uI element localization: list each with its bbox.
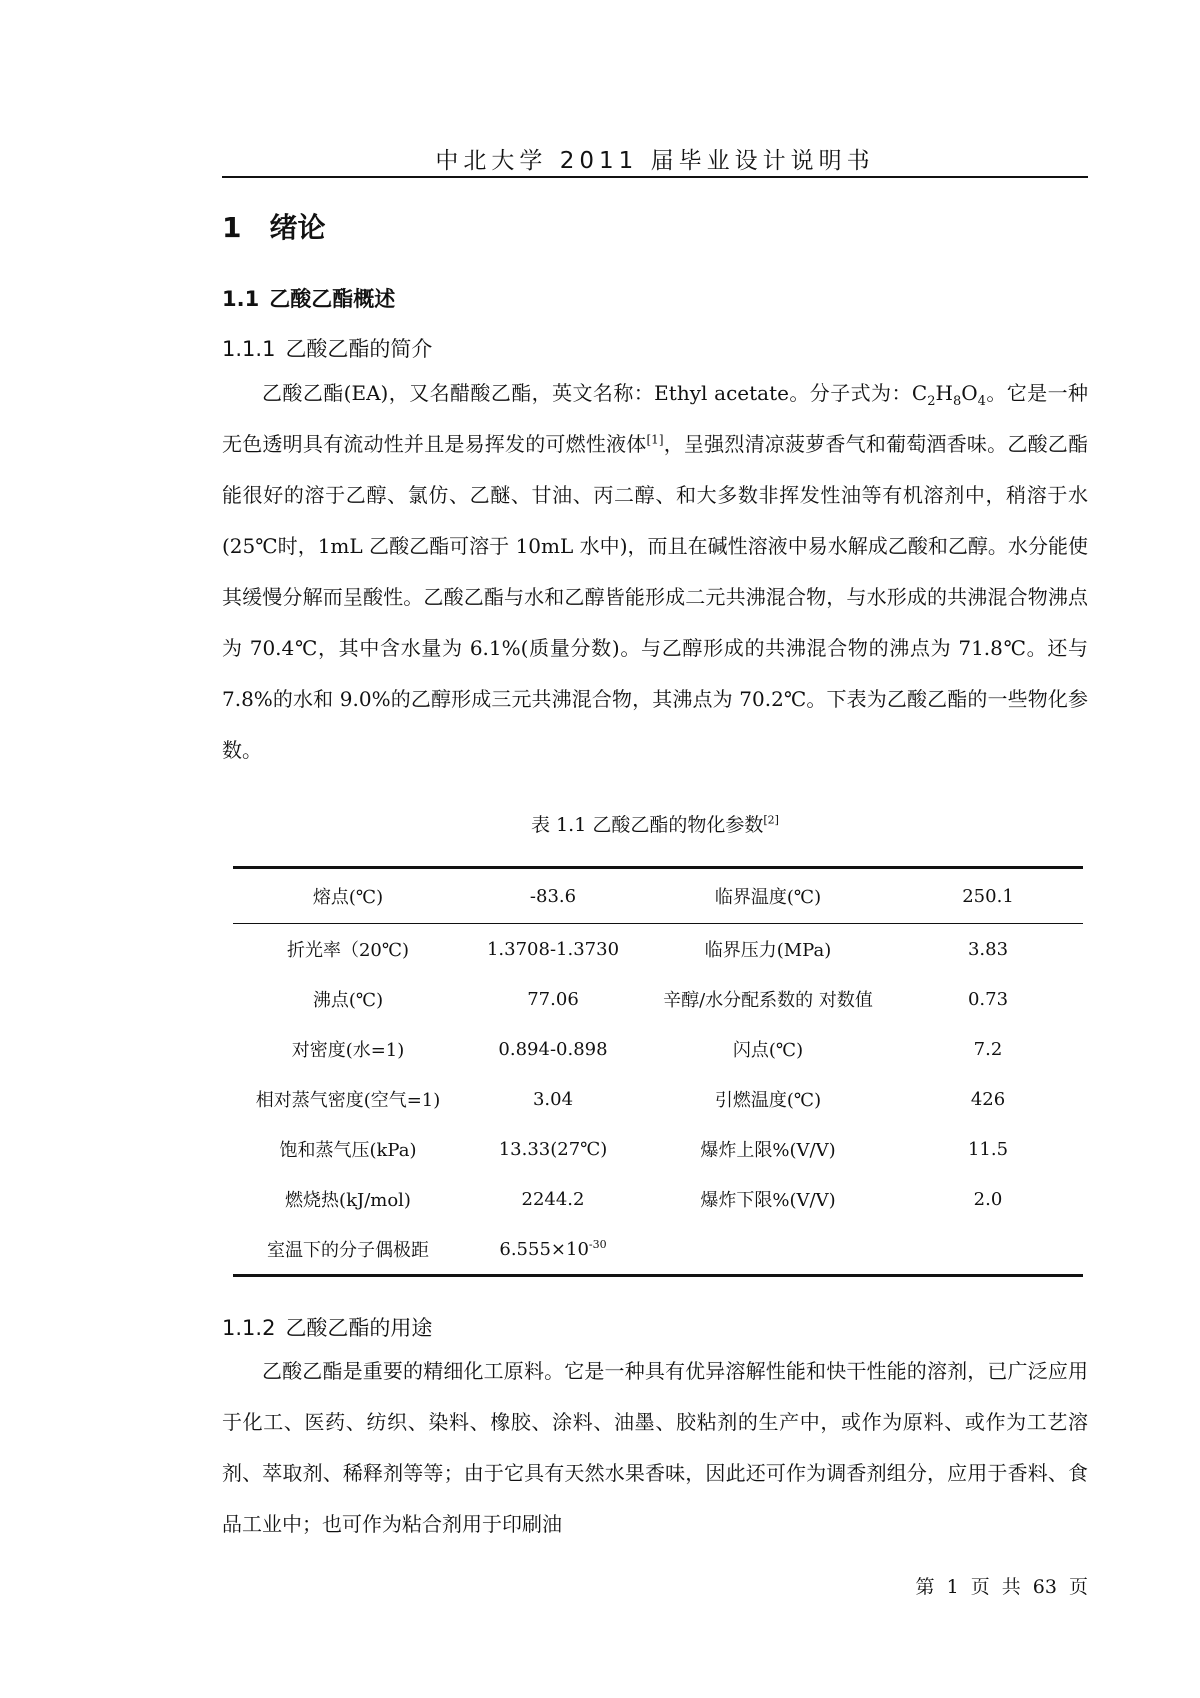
para-text: ，呈强烈清凉菠萝香气和葡萄酒香味。乙酸乙酯能很好的溶于乙醇、氯仿、乙醚、甘油、丙二醇、和大多数非挥发性油等有机溶剂中，稍溶于水(25℃时，1mL 乙酸乙酯可溶于 10mL 水中)，而且在碱性溶液中易水解成乙酸和乙醇。水分能使其缓慢分解而呈酸性。乙酸乙酯与水和乙醇皆能形成二元共沸混合物，与水形成的共沸混合物沸点为 70.4℃，其中含水量为 6.1%(质量分数)。与乙醇形成的共沸混合物的沸点为 71.8℃。还与 7.8%的水和 9.0%的乙醇形成三元共沸混合物，其沸点为 70.2℃。下表为乙酸乙酯的一些物化参数。 <box>222 432 1088 762</box>
table-cell: 爆炸下限%(V/V) <box>700 1190 836 1211</box>
chapter-number: 1 <box>222 211 242 244</box>
subsection-heading-intro <box>222 333 432 363</box>
page-header: 中北大学 2011 届毕业设计说明书 <box>435 148 875 174</box>
subsection-number: 1.1.2 <box>222 1316 276 1340</box>
table-cell: 0.73 <box>967 988 1009 1010</box>
table-cell: 饱和蒸气压(kPa) <box>279 1140 417 1161</box>
section-title: 乙酸乙酯概述 <box>269 287 396 311</box>
table-cell: 临界温度(℃) <box>643 868 893 924</box>
para-text: 乙酸乙酯(EA)，又名醋酸乙酯，英文名称：Ethyl acetate。分子式为：C <box>262 381 928 405</box>
subscript: 4 <box>977 394 986 409</box>
table-cell: 1.3708-1.3730 <box>486 938 620 960</box>
table-cell: 折光率（20℃) <box>286 940 410 961</box>
subsection-title: 乙酸乙酯的简介 <box>285 337 433 361</box>
table-row <box>233 974 1083 1024</box>
table-cell: 相对蒸气密度(空气=1) <box>255 1090 441 1111</box>
subsection-heading-uses <box>222 1312 432 1342</box>
cell-value: 6.555×10 <box>499 1239 589 1260</box>
table-cell: 爆炸上限%(V/V) <box>700 1140 836 1161</box>
table-row <box>233 1174 1083 1224</box>
table-cell: 对密度(水=1) <box>291 1040 405 1061</box>
table-cell: 闪点(℃) <box>732 1040 804 1061</box>
chapter-heading <box>222 206 326 246</box>
page-footer: 第 1 页 共 63 页 <box>915 1576 1088 1598</box>
table-cell: 426 <box>970 1088 1006 1110</box>
section-heading <box>222 283 395 313</box>
table-cell: 3.83 <box>967 938 1009 960</box>
subscript: 2 <box>927 394 936 409</box>
table-row <box>233 1024 1083 1074</box>
subsection-title: 乙酸乙酯的用途 <box>285 1316 433 1340</box>
exponent: -30 <box>588 1238 607 1251</box>
subsection-number: 1.1.1 <box>222 337 276 361</box>
properties-table <box>233 866 1083 1277</box>
table-cell: 13.33(27℃) <box>498 1138 608 1160</box>
section-number: 1.1 <box>222 287 260 311</box>
table-cell <box>643 1224 893 1276</box>
para-text: 。它是一种无色透明具有流动性并且是易挥发的可燃性液体 <box>222 381 1088 456</box>
table-cell: -83.6 <box>463 868 643 924</box>
table-row <box>233 1074 1083 1124</box>
table-cell: 室温下的分子偶极距 <box>233 1224 463 1276</box>
citation-ref: [1] <box>646 432 664 447</box>
table-cell: 77.06 <box>527 988 579 1010</box>
uses-paragraph: 乙酸乙酯是重要的精细化工原料。它是一种具有优异溶解性能和快干性能的溶剂，已广泛应用于化工、医药、纺织、染料、橡胶、涂料、油墨、胶粘剂的生产中，或作为原料、或作为工艺溶剂、萃取剂、稀释剂等等；由于它具有天然水果香味，因此还可作为调香剂组分，应用于香料、食品工业中；也可作为粘合剂用于印刷油 <box>222 1359 1088 1536</box>
table-cell: 250.1 <box>893 868 1083 924</box>
table-cell: 燃烧热(kJ/mol) <box>285 1190 411 1211</box>
table-row <box>233 924 1083 975</box>
table-cell <box>463 1224 643 1276</box>
table-cell: 沸点(℃) <box>312 990 384 1011</box>
header-rule <box>222 176 1088 178</box>
table-cell: 2244.2 <box>521 1188 585 1210</box>
table-row <box>233 868 1083 924</box>
para-text: O <box>961 381 978 405</box>
caption-text: 表 1.1 乙酸乙酯的物化参数 <box>531 814 764 836</box>
para-text: H <box>935 381 953 405</box>
table-cell <box>893 1224 1083 1276</box>
table-row <box>233 1224 1083 1276</box>
table-cell: 3.04 <box>532 1088 574 1110</box>
table-cell: 熔点(℃) <box>233 868 463 924</box>
table-cell: 7.2 <box>973 1038 1003 1060</box>
table-cell: 临界压力(MPa) <box>704 940 832 961</box>
table-caption <box>222 810 1088 837</box>
table-cell: 11.5 <box>967 1138 1009 1160</box>
citation-ref: [2] <box>763 813 779 827</box>
table-cell: 辛醇/水分配系数的 对数值 <box>663 990 873 1011</box>
subscript: 8 <box>952 394 962 409</box>
table-cell: 0.894-0.898 <box>498 1038 608 1060</box>
chapter-title: 绪论 <box>269 211 326 244</box>
table-cell: 引燃温度(℃) <box>714 1090 822 1111</box>
table-cell: 2.0 <box>973 1188 1003 1210</box>
table-row <box>233 1124 1083 1174</box>
intro-paragraph <box>222 368 1088 776</box>
